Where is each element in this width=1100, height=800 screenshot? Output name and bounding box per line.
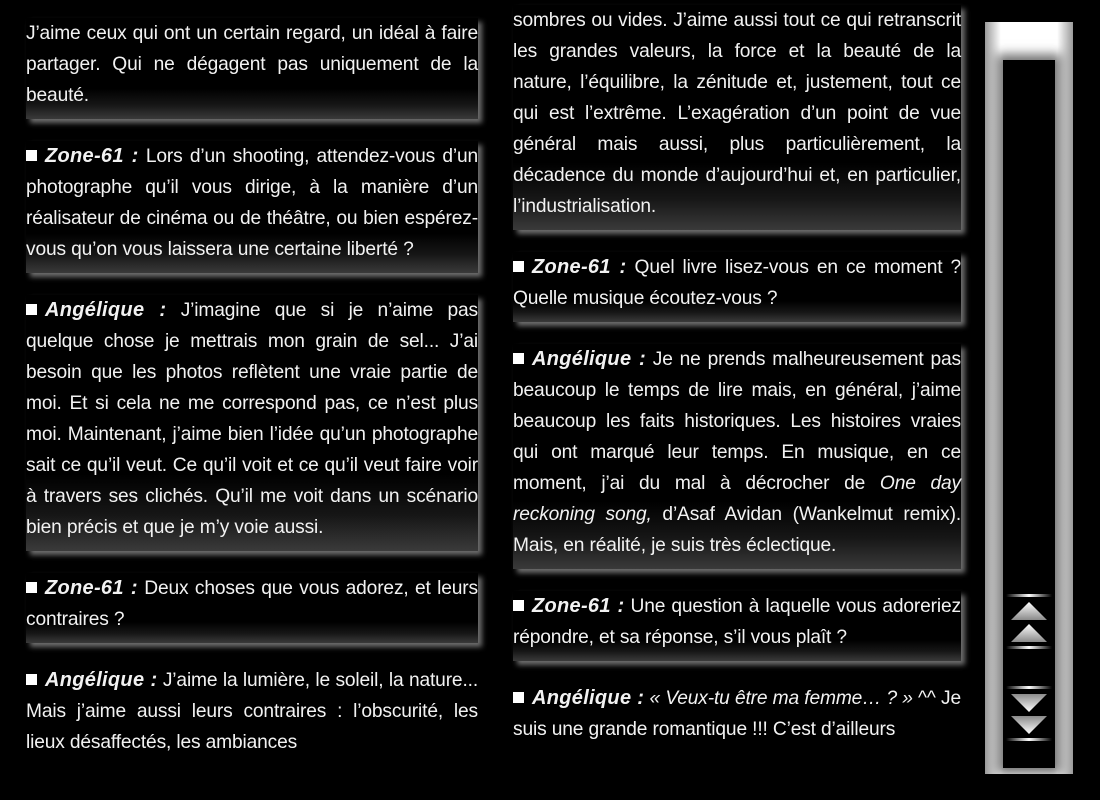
paragraph-text: J’aime la lumière, le soleil, la nature... Mais j’aime aussi leurs contraires : l’obscurité, les lieux désaffectés, les ambiances <box>26 670 478 753</box>
answer-paragraph <box>26 665 478 758</box>
paragraph-text: Deux choses que vous adorez, et leurs contraires ? <box>26 578 478 630</box>
speaker-label: Angélique : <box>532 687 645 709</box>
bullet-square-icon <box>26 304 37 315</box>
speaker-label: Angélique : <box>45 669 158 691</box>
scroll-up-button[interactable] <box>1009 600 1049 622</box>
question-paragraph <box>26 573 478 643</box>
bullet-square-icon <box>26 150 37 161</box>
scroll-up-icon <box>1009 600 1049 622</box>
scroll-page-down-button[interactable] <box>1009 692 1049 714</box>
speaker-label: Zone-61 : <box>532 595 625 617</box>
scrollbar[interactable] <box>985 22 1073 774</box>
speaker-label: Angélique : <box>45 299 167 321</box>
paragraph-text: sombres ou vides. J’aime aussi tout ce qui retranscrit les grandes valeurs, la force et la beauté de la nature, l’équilibre, la zénitude et, justement, tout ce qui est l’extrême. L’exagération d’un point de vue général mais aussi, plus particulièrement, la décadence du monde d’aujourd’hui et, en particulier, l’industrialisation. <box>513 10 961 217</box>
paragraph-text: Je ne prends malheureusement pas beaucoup le temps de lire mais, en général, j’aime beaucoup les faits historiques. Les histoires vraies qui ont marqué leur temps. En musique, en ce moment, j’ai du mal à décrocher de <box>513 349 961 494</box>
question-paragraph <box>513 252 961 322</box>
speaker-label: Zone-61 : <box>45 577 138 599</box>
divider <box>1006 686 1052 689</box>
quote-text: « Veux-tu être ma femme… ? » <box>644 688 913 709</box>
scroll-down-button[interactable] <box>1009 714 1049 736</box>
paragraph <box>513 5 961 230</box>
paragraph-text: Lors d’un shooting, attendez-vous d’un photographe qu’il vous dirige, à la manière d’un réalisateur de cinéma ou de théâtre, ou bien espérez-vous qu’on vous laissera une certaine liberté ? <box>26 146 478 260</box>
scroll-down-icon <box>1009 692 1049 714</box>
bullet-square-icon <box>513 353 524 364</box>
paragraph-text: Une question à laquelle vous adoreriez répondre, et sa réponse, s’il vous plaît ? <box>513 596 961 648</box>
speaker-label: Zone-61 : <box>532 256 627 278</box>
scroll-up-icon <box>1009 622 1049 644</box>
bullet-square-icon <box>513 261 524 272</box>
divider <box>1006 646 1052 649</box>
answer-paragraph <box>513 683 961 745</box>
scroll-buttons <box>1006 592 1052 742</box>
paragraph-text: d’Asaf Avidan (Wankelmut remix). Mais, en réalité, je suis très éclectique. <box>513 504 961 556</box>
paragraph-text: Quel livre lisez-vous en ce moment ? Quelle musique écoutez-vous ? <box>513 257 961 309</box>
paragraph <box>26 18 478 119</box>
bullet-square-icon <box>513 692 524 703</box>
scroll-page-up-button[interactable] <box>1009 622 1049 644</box>
scroll-down-icon <box>1009 714 1049 736</box>
paragraph-text: J’imagine que si je n’aime pas quelque chose je mettrais mon grain de sel... J’ai besoin que les photos reflètent une vraie partie de moi. Et si cela ne me correspond pas, ce n’est plus moi. Maintenant, j’aime bien l’idée qu’un photographe sait ce qu’il veut. Ce qu’il voit et ce qu’il veut faire voir à travers ses clichés. Qu’il me voit dans un scénario bien précis et que je m’y voie aussi. <box>26 300 478 538</box>
question-paragraph <box>513 591 961 661</box>
answer-paragraph <box>513 344 961 569</box>
left-column <box>26 18 478 780</box>
paragraph-text: ^^ Je suis une grande romantique !!! C’est d’ailleurs <box>513 688 961 740</box>
question-paragraph <box>26 141 478 273</box>
paragraph-text: J’aime ceux qui ont un certain regard, un idéal à faire partager. Qui ne dégagent pas uniquement de la beauté. <box>26 23 478 106</box>
right-column <box>513 10 961 767</box>
song-title: One day reckoning song, <box>513 473 961 525</box>
speaker-label: Zone-61 : <box>45 145 139 167</box>
speaker-label: Angélique : <box>532 348 646 370</box>
bullet-square-icon <box>513 600 524 611</box>
answer-paragraph <box>26 295 478 551</box>
divider <box>1006 594 1052 597</box>
divider <box>1006 738 1052 741</box>
bullet-square-icon <box>26 674 37 685</box>
bullet-square-icon <box>26 582 37 593</box>
